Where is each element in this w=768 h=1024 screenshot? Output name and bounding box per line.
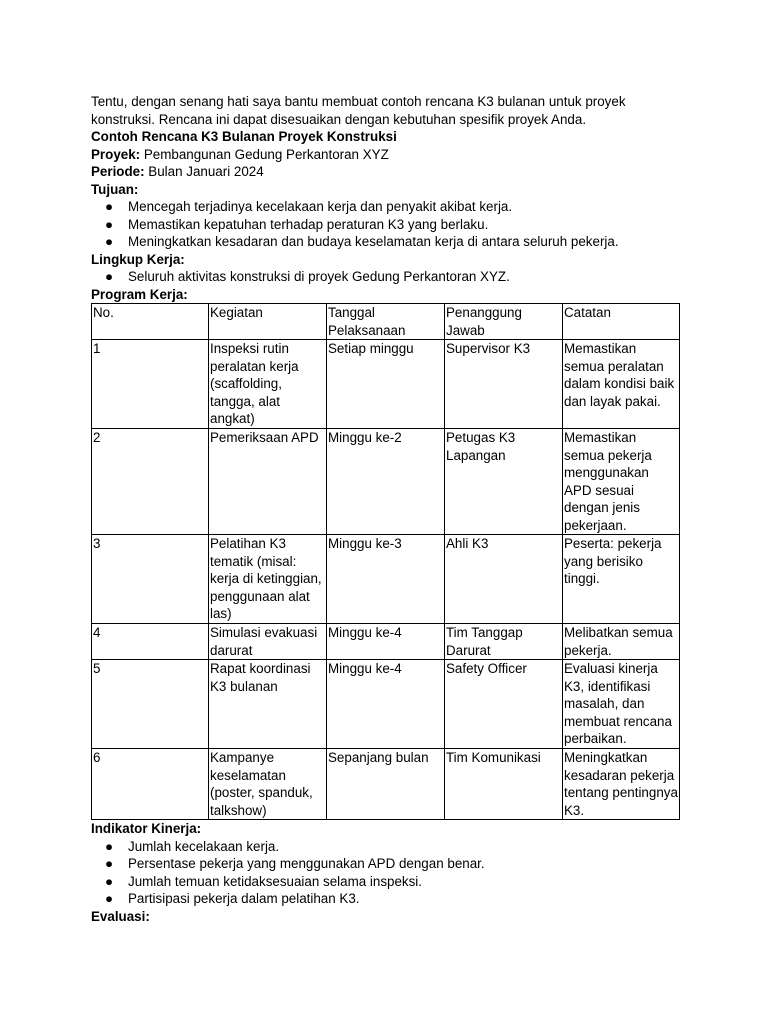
list-item: ● Seluruh aktivitas konstruksi di proyek Gedung Perkantoran XYZ. <box>105 269 510 284</box>
table-cell: Memastikan semua peralatan dalam kondisi baik dan layak pakai. <box>563 340 680 429</box>
header-cell: No. <box>92 304 209 340</box>
table-cell: Tim Komunikasi <box>445 749 563 820</box>
table-cell: Evaluasi kinerja K3, identifikasi masalah, dan membuat rencana perbaikan. <box>563 660 680 749</box>
bullet-icon: ● <box>105 269 114 284</box>
list-item: ● Mencegah terjadinya kecelakaan kerja dan penyakit akibat kerja. <box>105 199 513 214</box>
bullet-icon: ● <box>105 216 114 232</box>
list-item: ● Memastikan kepatuhan terhadap peraturan K3 yang berlaku. <box>105 216 489 232</box>
tujuan-list <box>91 198 691 251</box>
table-row <box>92 535 680 624</box>
table-cell: Minggu ke-4 <box>327 660 445 749</box>
table-cell: Setiap minggu <box>327 340 445 429</box>
header-cell: Catatan <box>563 304 680 340</box>
table-cell: Memastikan semua pekerja menggunakan APD sesuai dengan jenis pekerjaan. <box>563 429 680 535</box>
table-cell: Pelatihan K3 tematik (misal: kerja di ketinggian, penggunaan alat las) <box>209 535 327 624</box>
indikator-list <box>91 838 691 908</box>
table-header-row <box>92 304 680 340</box>
bullet-icon: ● <box>105 199 114 214</box>
list-item: ● Jumlah kecelakaan kerja. <box>105 838 280 854</box>
table-cell: Meningkatkan kesadaran pekerja tentang pentingnya K3. <box>564 750 678 818</box>
tujuan-heading: Tujuan: <box>91 181 139 197</box>
table-cell: Simulasi evakuasi darurat <box>209 624 327 660</box>
document-page <box>91 93 691 925</box>
header-cell: Tanggal Pelaksanaan <box>327 304 445 340</box>
proyek-line <box>91 146 691 164</box>
bullet-icon: ● <box>105 856 114 871</box>
lingkup-list <box>91 268 691 286</box>
table-cell: 1 <box>92 340 209 429</box>
list-item: ● Meningkatkan kesadaran dan budaya keselamatan kerja di antara seluruh pekerja. <box>105 234 619 249</box>
table-cell: Minggu ke-4 <box>327 624 445 660</box>
header-cell: Penanggung Jawab <box>445 304 563 340</box>
program-heading: Program Kerja: <box>91 286 188 302</box>
bullet-icon: ● <box>105 873 114 889</box>
periode-value: Bulan Januari 2024 <box>144 164 264 179</box>
table-cell: Tim Tanggap Darurat <box>445 624 563 660</box>
lingkup-heading: Lingkup Kerja: <box>91 251 185 267</box>
table-cell: Pemeriksaan APD <box>209 429 327 535</box>
table-cell: Safety Officer <box>445 660 563 749</box>
intro-paragraph: Tentu, dengan senang hati saya bantu membuat contoh rencana K3 bulanan untuk proyek konstruksi. Rencana ini dapat disesuaikan dengan kebutuhan spesifik proyek Anda. <box>91 94 626 127</box>
list-item: ● Partisipasi pekerja dalam pelatihan K3. <box>105 891 360 906</box>
list-item: ● Persentase pekerja yang menggunakan APD dengan benar. <box>105 856 485 871</box>
table-cell: 4 <box>92 624 209 660</box>
indikator-heading: Indikator Kinerja: <box>91 821 202 836</box>
table-cell: Petugas K3 Lapangan <box>445 429 563 535</box>
table-cell: Minggu ke-3 <box>327 535 445 624</box>
table-cell: Minggu ke-2 <box>327 429 445 535</box>
table-row <box>92 429 680 535</box>
table-cell: Sepanjang bulan <box>327 749 445 820</box>
table-cell: 3 <box>92 535 209 624</box>
table-cell: Kampanye keselamatan (poster, spanduk, talkshow) <box>209 749 327 820</box>
periode-label: Periode: <box>91 164 145 179</box>
list-item: ● Jumlah temuan ketidaksesuaian selama inspeksi. <box>105 873 423 889</box>
bullet-icon: ● <box>105 891 114 906</box>
table-row <box>92 660 680 749</box>
bullet-icon: ● <box>105 234 114 249</box>
table-cell: Supervisor K3 <box>445 340 563 429</box>
table-cell: 5 <box>92 660 209 749</box>
program-table <box>91 303 680 820</box>
table-cell: 2 <box>92 429 209 535</box>
table-cell: 6 <box>92 749 209 820</box>
document-title: Contoh Rencana K3 Bulanan Proyek Konstruksi <box>91 129 397 144</box>
table-cell: Ahli K3 <box>445 535 563 624</box>
table-cell: Inspeksi rutin peralatan kerja (scaffolding, tangga, alat angkat) <box>209 340 327 429</box>
bullet-icon: ● <box>105 838 114 854</box>
table-cell: Rapat koordinasi K3 bulanan <box>209 660 327 749</box>
table-cell: Peserta: pekerja yang berisiko tinggi. <box>563 535 680 624</box>
periode-line <box>91 163 691 181</box>
table-row <box>92 624 680 660</box>
table-row <box>92 340 680 429</box>
proyek-value: Pembangunan Gedung Perkantoran XYZ <box>140 146 389 162</box>
evaluasi-heading: Evaluasi: <box>91 908 150 924</box>
header-cell: Kegiatan <box>209 304 327 340</box>
proyek-label: Proyek: <box>91 146 141 162</box>
table-row <box>92 749 680 820</box>
table-cell: Melibatkan semua pekerja. <box>563 624 680 660</box>
